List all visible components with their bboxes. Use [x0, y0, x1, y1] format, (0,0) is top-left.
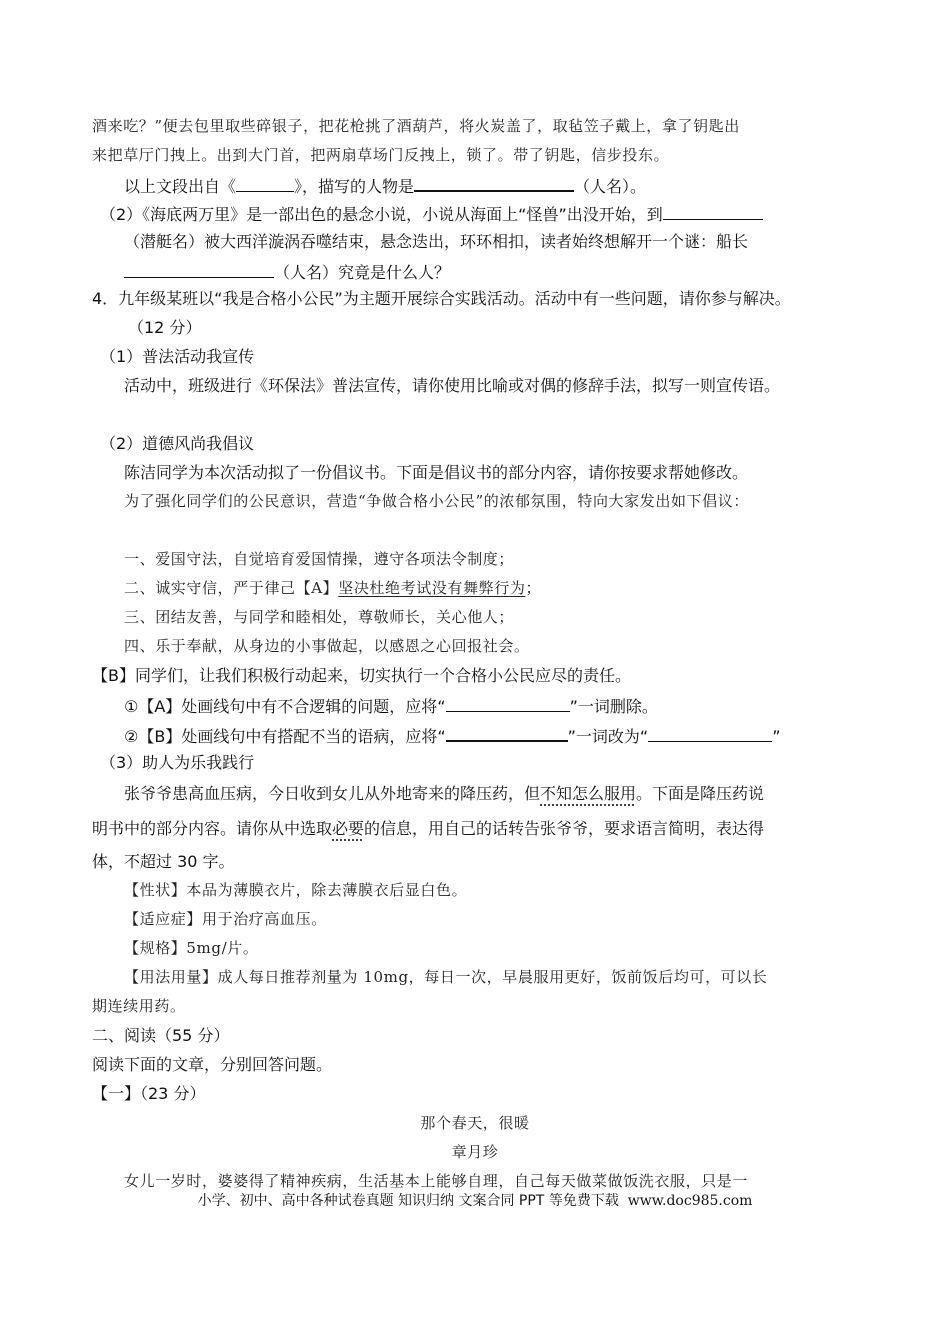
medicine-spec: 【规格】5mg/片。: [124, 939, 259, 957]
answer-blank-submarine[interactable]: [663, 205, 763, 220]
question-3-2-line-3: （人名）究竟是什么人？: [124, 263, 450, 281]
proposal-intro: 为了强化同学们的公民意识，营造“争做合格小公民”的浓郁氛围，特向大家发出如下倡议：: [124, 492, 749, 510]
emphasis-dots-not-know: 不知怎么服用: [540, 784, 637, 803]
page-footer: 小学、初中、高中各种试卷真题 知识归纳 文案合同 PPT 等免费下载 www.doc985.com: [197, 1193, 753, 1209]
section-2-title: 二、阅读（55 分）: [92, 1026, 230, 1045]
question-4-intro: 4．九年级某班以“我是合格小公民”为主题开展综合实践活动。活动中有一些问题，请你参与解决。: [92, 289, 791, 308]
emphasis-dots-necessary: 必要: [332, 819, 365, 838]
answer-blank-book[interactable]: [236, 177, 294, 192]
proposal-item-1: 一、爱国守法，自觉培育爱国情操，遵守各项法令制度；: [124, 550, 515, 568]
article-title: 那个春天，很暖: [420, 1114, 530, 1132]
sub-question-2: ②【B】处画线句中有搭配不当的语病，应将“ ”一词改为“ ”: [124, 727, 781, 746]
footer-url[interactable]: www.doc985.com: [627, 1193, 753, 1209]
proposal-item-3: 三、团结友善，与同学和睦相处，尊敬师长，关心他人；: [124, 608, 515, 626]
medicine-indication: 【适应症】用于治疗高血压。: [124, 910, 327, 928]
question-4-points: （12 分）: [128, 318, 202, 337]
answer-blank-new-word[interactable]: [648, 727, 772, 742]
article-first-line: 女儿一岁时，婆婆得了精神疾病，生活基本上能够自理，自己每天做菜做饭洗衣服，只是一: [124, 1172, 749, 1190]
article-author: 章月珍: [451, 1143, 499, 1161]
question-4-3-body-3: 体，不超过 30 字。: [92, 852, 235, 871]
question-3-2-line-2: （潜艇名）被大西洋漩涡吞噬结束，悬念迭出，环环相扣，读者始终想解开一个谜：船长: [124, 232, 749, 251]
section-2-instruction: 阅读下面的文章，分别回答问题。: [92, 1055, 333, 1074]
answer-blank-character[interactable]: [414, 176, 574, 192]
question-4-3-title: （3）助人为乐我践行: [100, 753, 255, 772]
medicine-dosage-2: 期连续用药。: [92, 997, 186, 1015]
answer-blank-original-word[interactable]: [446, 726, 568, 742]
part-1-title: 【一】（23 分）: [92, 1084, 206, 1103]
question-4-2-title: （2）道德风尚我倡议: [100, 434, 255, 453]
excerpt-line-2: 来把草厅门拽上。出到大门首，把两扇草场门反拽上，锁了。带了钥匙，信步投东。: [92, 146, 670, 164]
medicine-property: 【性状】本品为薄膜衣片，除去薄膜衣后显白色。: [124, 881, 468, 899]
proposal-item-2: 二、诚实守信，严于律己【A】坚决杜绝考试没有舞弊行为；: [124, 579, 542, 597]
medicine-dosage-1: 【用法用量】成人每日推荐剂量为 10mg，每日一次，早晨服用更好，饭前饭后均可，可以长: [124, 968, 768, 986]
answer-blank-delete-word[interactable]: [446, 697, 570, 712]
proposal-b: 【B】同学们，让我们积极行动起来，切实执行一个合格小公民应尽的责任。: [92, 666, 631, 685]
question-3-1: 以上文段出自《 》，描写的人物是 （人名）。: [124, 177, 647, 196]
question-4-3-body-2: 明书中的部分内容。请你从中选取必要的信息，用自己的话转告张爷爷，要求语言简明，表达得: [92, 819, 765, 838]
excerpt-line-1: 酒来吃？”便去包里取些碎银子，把花枪挑了酒葫芦，将火炭盖了，取毡笠子戴上，拿了钥匙出: [92, 117, 740, 135]
question-3-2-line-1: （2）《海底两万里》是一部出色的悬念小说，小说从海面上“怪兽”出没开始，到: [100, 205, 763, 223]
proposal-item-4: 四、乐于奉献，从身边的小事做起，以感恩之心回报社会。: [124, 637, 530, 655]
question-4-3-body-1: 张爷爷患高血压病，今日收到女儿从外地寄来的降压药，但不知怎么服用。下面是降压药说: [124, 784, 765, 803]
underlined-sentence-a: 坚决杜绝考试没有舞弊行为: [338, 579, 526, 597]
question-4-1-title: （1）普法活动我宣传: [100, 347, 255, 366]
answer-blank-captain[interactable]: [124, 263, 274, 278]
sub-question-1: ①【A】处画线句中有不合逻辑的问题，应将“ ”一词删除。: [124, 697, 658, 716]
question-4-1-body: 活动中，班级进行《环保法》普法宣传，请你使用比喻或对偶的修辞手法，拟写一则宣传语。: [124, 376, 781, 395]
question-4-2-body: 陈洁同学为本次活动拟了一份倡议书。下面是倡议书的部分内容，请你按要求帮她修改。: [124, 463, 749, 482]
